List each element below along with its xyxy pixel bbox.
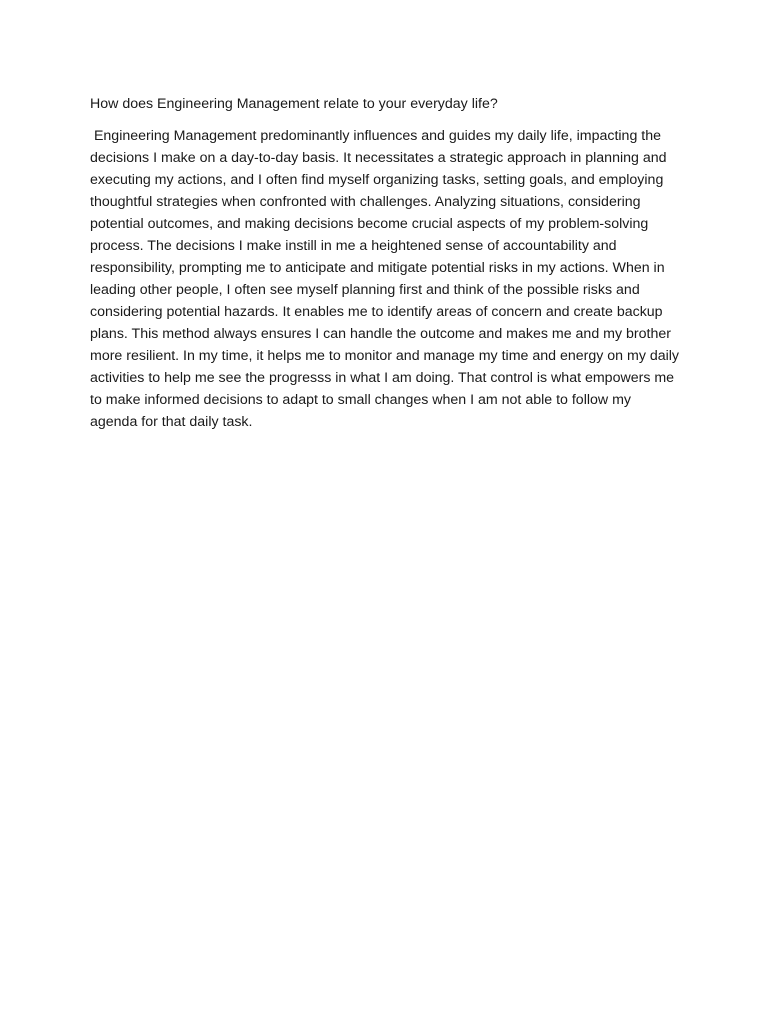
- document-body: [90, 93, 683, 433]
- answer-paragraph: Engineering Management predominantly influences and guides my daily life, impacting the decisions I make on a day-to-day basis. It necessitates a strategic approach in planning and executing my actions, and I often find myself organizing tasks, setting goals, and employing thoughtful strategies when confronted with challenges. Analyzing situations, considering potential outcomes, and making decisions become crucial aspects of my problem-solving process. The decisions I make instill in me a heightened sense of accountability and responsibility, prompting me to anticipate and mitigate potential risks in my actions. When in leading other people, I often see myself planning first and think of the possible risks and considering potential hazards. It enables me to identify areas of concern and create backup plans. This method always ensures I can handle the outcome and makes me and my brother more resilient. In my time, it helps me to monitor and manage my time and energy on my daily activities to help me see the progresss in what I am doing. That control is what empowers me to make informed decisions to adapt to small changes when I am not able to follow my agenda for that daily task.: [90, 128, 683, 430]
- question-heading: How does Engineering Management relate to your everyday life?: [90, 96, 498, 112]
